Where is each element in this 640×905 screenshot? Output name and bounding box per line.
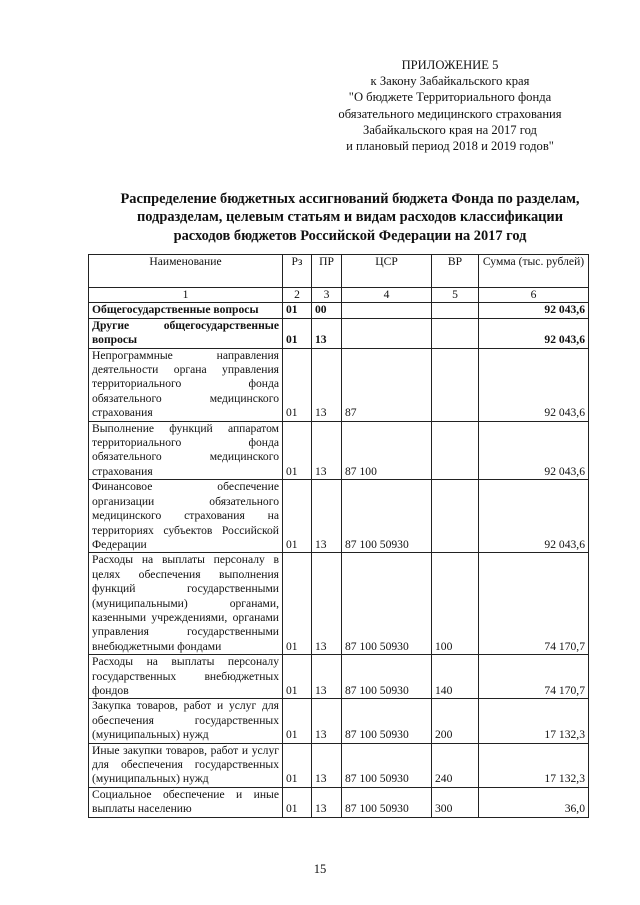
- appendix-line: "О бюджете Территориального фонда: [348, 90, 552, 105]
- row-csr: [342, 318, 432, 348]
- row-rz: 01: [283, 421, 312, 480]
- row-pr: 13: [312, 480, 342, 553]
- row-pr: 13: [312, 553, 342, 655]
- row-sum: 92 043,6: [479, 480, 589, 553]
- appendix-line: обязательного медицинского страхования: [338, 106, 562, 121]
- row-pr: 00: [312, 303, 342, 318]
- row-rz: 01: [283, 480, 312, 553]
- row-sum: 74 170,7: [479, 655, 589, 699]
- row-csr: 87 100 50930: [342, 480, 432, 553]
- row-vr: [432, 480, 479, 553]
- row-pr: 13: [312, 787, 342, 817]
- row-sum: 74 170,7: [479, 553, 589, 655]
- row-pr: 13: [312, 699, 342, 743]
- row-sum: 92 043,6: [479, 348, 589, 421]
- row-sum: 92 043,6: [479, 421, 589, 480]
- row-vr: 300: [432, 787, 479, 817]
- row-name: Расходы на выплаты персоналу государственных внебюджетных фондов: [89, 655, 283, 699]
- row-pr: 13: [312, 421, 342, 480]
- row-name: Выполнение функций аппаратом территориального фонда обязательного медицинского страхования: [89, 421, 283, 480]
- row-csr: [342, 303, 432, 318]
- row-name: Финансовое обеспечение организации обязательного медицинского страхования на территориях субъектов Российской Федерации: [89, 480, 283, 553]
- row-sum: 17 132,3: [479, 699, 589, 743]
- column-number: 6: [479, 288, 589, 303]
- row-vr: [432, 421, 479, 480]
- table-row: [89, 480, 589, 553]
- page-number: 15: [313, 862, 327, 876]
- appendix-line: ПРИЛОЖЕНИЕ 5: [401, 58, 499, 72]
- document-title: [80, 190, 620, 245]
- column-number: 1: [89, 288, 283, 303]
- row-rz: 01: [283, 655, 312, 699]
- row-vr: 140: [432, 655, 479, 699]
- table-row: [89, 421, 589, 480]
- title-line: Распределение бюджетных ассигнований бюджета Фонда по разделам,: [120, 191, 580, 207]
- row-csr: 87 100 50930: [342, 743, 432, 787]
- table-row: [89, 303, 589, 318]
- row-vr: [432, 318, 479, 348]
- row-sum: 92 043,6: [479, 318, 589, 348]
- title-line: расходов бюджетов Российской Федерации на 2017 год: [173, 227, 527, 244]
- row-name: Социальное обеспечение и иные выплаты населению: [89, 787, 283, 817]
- appendix-line: и плановый период 2018 и 2019 годов": [346, 139, 554, 154]
- row-csr: 87 100 50930: [342, 699, 432, 743]
- table-header-row: [89, 255, 589, 288]
- row-csr: 87 100 50930: [342, 655, 432, 699]
- header-vr: ВР: [432, 255, 479, 288]
- row-csr: 87 100 50930: [342, 553, 432, 655]
- appendix-line: Забайкальского края на 2017 год: [363, 122, 537, 137]
- table-row: [89, 348, 589, 421]
- row-sum: 36,0: [479, 787, 589, 817]
- header-rz: Рз: [283, 255, 312, 288]
- table-row: [89, 318, 589, 348]
- header-csr: ЦСР: [342, 255, 432, 288]
- table-row: [89, 787, 589, 817]
- row-rz: 01: [283, 699, 312, 743]
- column-number-row: [89, 288, 589, 303]
- row-name: Непрограммные направления деятельности органа управления территориального фонда обязательного медицинского страхования: [89, 348, 283, 421]
- row-name: Расходы на выплаты персоналу в целях обеспечения выполнения функций государственными (муниципальными) органами, казенными учреждениями, органами управления государственными внебюджетными фондами: [89, 553, 283, 655]
- row-rz: 01: [283, 743, 312, 787]
- row-rz: 01: [283, 348, 312, 421]
- table-row: [89, 655, 589, 699]
- table-row: [89, 743, 589, 787]
- row-pr: 13: [312, 655, 342, 699]
- title-line: подразделам, целевым статьям и видам расходов классификации: [136, 209, 564, 226]
- appendix-header: [300, 57, 600, 154]
- table-row: [89, 553, 589, 655]
- row-pr: 13: [312, 348, 342, 421]
- row-sum: 17 132,3: [479, 743, 589, 787]
- row-name: Другие общегосударственные вопросы: [89, 318, 283, 348]
- row-pr: 13: [312, 318, 342, 348]
- column-number: 3: [312, 288, 342, 303]
- row-rz: 01: [283, 318, 312, 348]
- row-vr: 240: [432, 743, 479, 787]
- budget-table: [88, 254, 589, 818]
- row-csr: 87 100 50930: [342, 787, 432, 817]
- row-pr: 13: [312, 743, 342, 787]
- table-row: [89, 699, 589, 743]
- row-name: Иные закупки товаров, работ и услуг для обеспечения государственных (муниципальных) нужд: [89, 743, 283, 787]
- header-sum: Сумма (тыс. рублей): [479, 255, 589, 288]
- row-vr: [432, 303, 479, 318]
- row-sum: 92 043,6: [479, 303, 589, 318]
- row-name: Общегосударственные вопросы: [89, 303, 283, 318]
- row-vr: 100: [432, 553, 479, 655]
- column-number: 4: [342, 288, 432, 303]
- row-name: Закупка товаров, работ и услуг для обеспечения государственных (муниципальных) нужд: [89, 699, 283, 743]
- row-rz: 01: [283, 787, 312, 817]
- row-rz: 01: [283, 303, 312, 318]
- column-number: 5: [432, 288, 479, 303]
- row-vr: 200: [432, 699, 479, 743]
- header-name: Наименование: [89, 255, 283, 288]
- row-csr: 87 100: [342, 421, 432, 480]
- row-csr: 87: [342, 348, 432, 421]
- column-number: 2: [283, 288, 312, 303]
- row-vr: [432, 348, 479, 421]
- row-rz: 01: [283, 553, 312, 655]
- appendix-line: к Закону Забайкальского края: [370, 74, 530, 89]
- header-pr: ПР: [312, 255, 342, 288]
